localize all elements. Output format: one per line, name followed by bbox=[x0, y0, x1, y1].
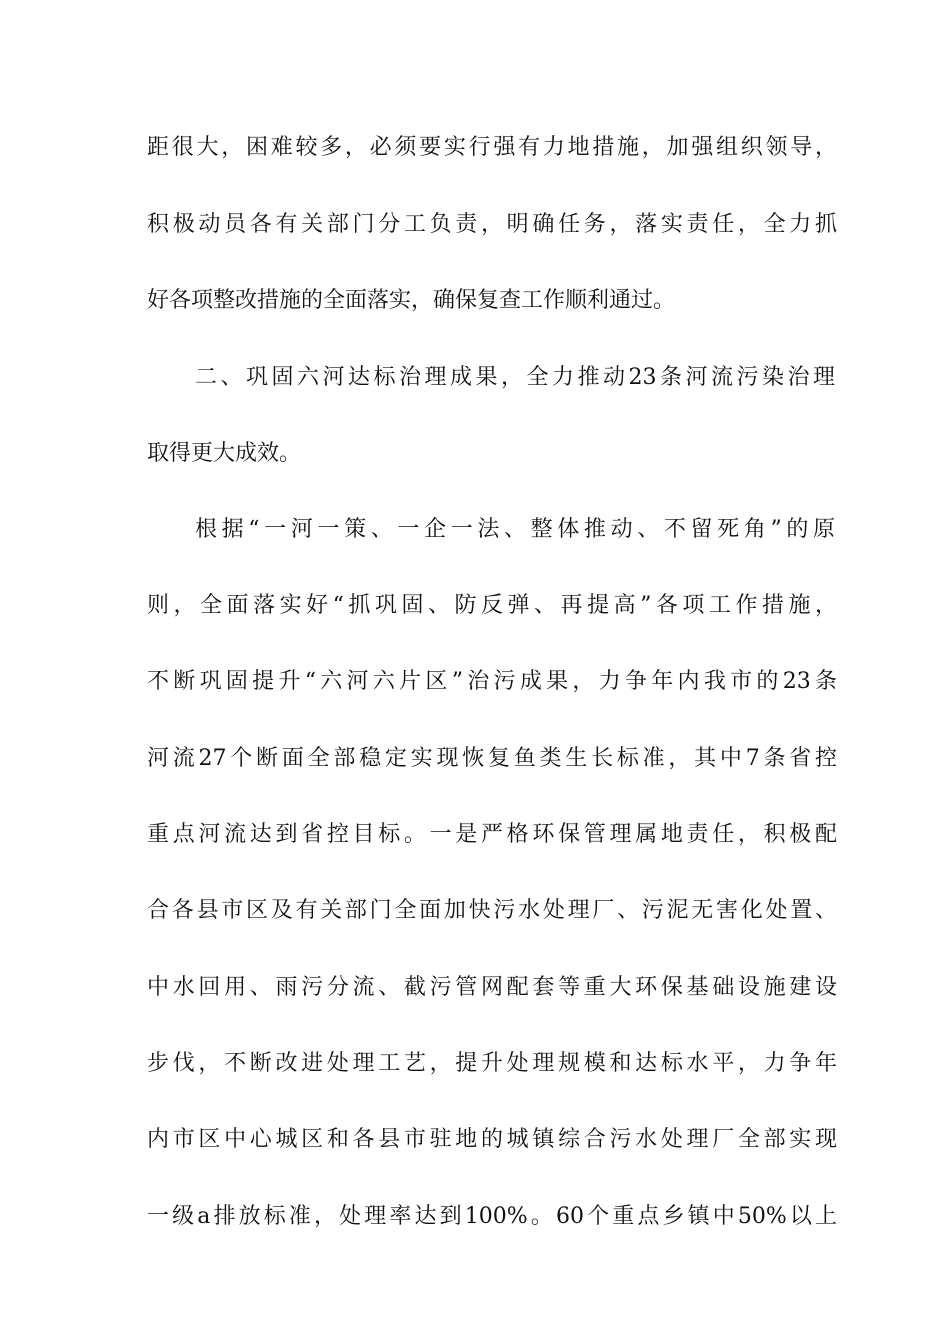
section-heading-line-2: 取得更大成效。 bbox=[147, 441, 302, 466]
text-line-14: 内市区中心城区和各县市驻地的城镇综合污水处理厂全部实现 bbox=[147, 1127, 837, 1152]
text-line-13: 步伐，不断改进处理工艺，提升处理规模和达标水平，力争年 bbox=[147, 1051, 837, 1076]
section-heading-line-1: 二、巩固六河达标治理成果，全力推动23条河流污染治理 bbox=[195, 365, 835, 390]
text-line-9: 河流27个断面全部稳定实现恢复鱼类生长标准，其中7条省控 bbox=[147, 746, 837, 771]
text-line-7: 则，全面落实好“抓巩固、防反弹、再提高”各项工作措施， bbox=[147, 593, 837, 618]
text-line-12: 中水回用、雨污分流、截污管网配套等重大环保基础设施建设 bbox=[147, 975, 837, 1000]
text-line-1: 距很大，困难较多，必须要实行强有力地措施，加强组织领导， bbox=[147, 135, 837, 160]
text-line-3: 好各项整改措施的全面落实，确保复查工作顺利通过。 bbox=[147, 288, 676, 313]
text-line-11: 合各县市区及有关部门全面加快污水处理厂、污泥无害化处置、 bbox=[147, 898, 837, 923]
text-line-15: 一级a排放标准，处理率达到100%。60个重点乡镇中50%以上 bbox=[147, 1204, 837, 1229]
text-line-8: 不断巩固提升“六河六片区”治污成果，力争年内我市的23条 bbox=[147, 669, 837, 694]
text-line-2: 积极动员各有关部门分工负责，明确任务，落实责任，全力抓 bbox=[147, 212, 837, 237]
text-line-6: 根据“一河一策、一企一法、整体推动、不留死角”的原 bbox=[195, 517, 835, 542]
text-line-10: 重点河流达到省控目标。一是严格环保管理属地责任，积极配 bbox=[147, 822, 837, 847]
